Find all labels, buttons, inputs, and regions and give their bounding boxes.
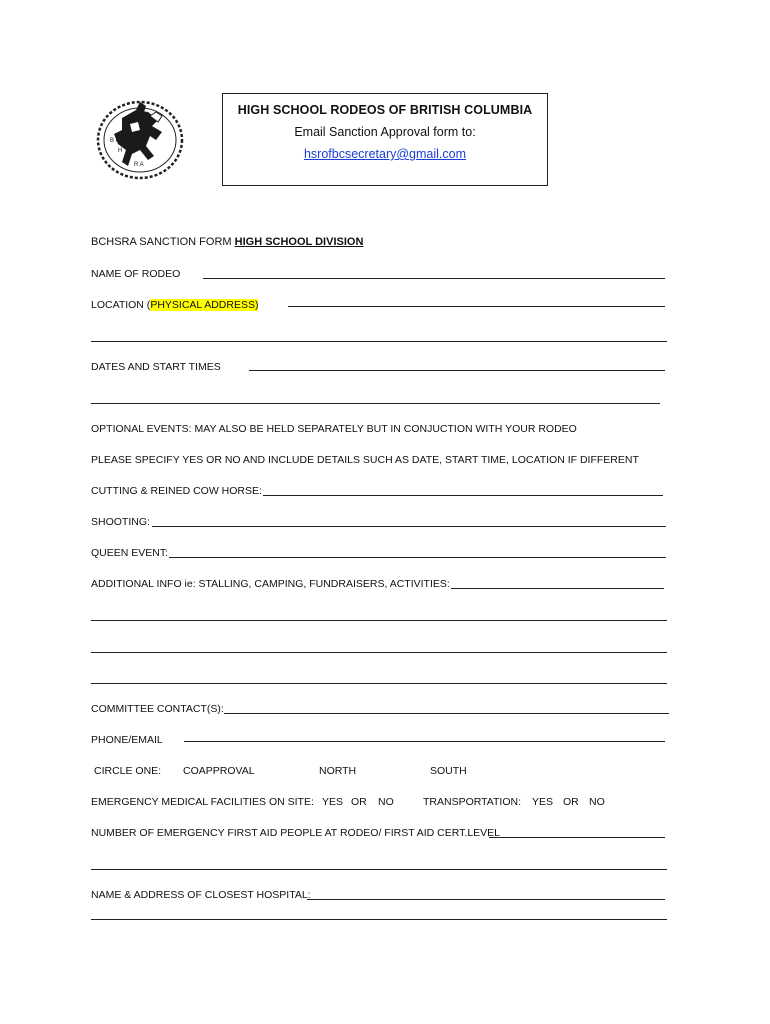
form-title-prefix: BCHSRA SANCTION FORM xyxy=(91,236,232,248)
phone-email-label: PHONE/EMAIL xyxy=(91,734,163,746)
secretary-email-link[interactable]: hsrofbcsecretary@gmail.com xyxy=(303,147,467,161)
emergency-medical-label: EMERGENCY MEDICAL FACILITIES ON SITE: xyxy=(91,796,314,808)
additional-info-input-2[interactable] xyxy=(91,614,671,625)
physical-address-highlight: PHYSICAL ADDRESS) xyxy=(150,299,259,311)
svg-text:B C: B C xyxy=(110,138,121,144)
svg-text:H: H xyxy=(118,148,123,154)
closest-hospital-continued-input[interactable] xyxy=(91,913,671,924)
email-instruction: Email Sanction Approval form to: xyxy=(294,125,476,139)
form-division: HIGH SCHOOL DIVISION xyxy=(234,236,364,248)
first-aid-continued-input[interactable] xyxy=(91,863,671,874)
shooting-field[interactable] xyxy=(152,515,666,527)
header-box xyxy=(222,93,548,186)
svg-text:S: S xyxy=(124,156,129,162)
additional-info-input[interactable] xyxy=(451,582,668,593)
dates-field[interactable] xyxy=(249,359,665,371)
dates-continued-input[interactable] xyxy=(91,397,664,408)
phone-email-field[interactable] xyxy=(184,730,665,742)
transportation-label: TRANSPORTATION: xyxy=(423,796,522,808)
emergency-no-option[interactable]: NO xyxy=(378,796,394,808)
location-field-continued[interactable] xyxy=(91,330,667,342)
location-input[interactable] xyxy=(288,300,669,311)
optional-events-note: OPTIONAL EVENTS: MAY ALSO BE HELD SEPARATELY BUT IN CONJUCTION WITH YOUR RODEO xyxy=(91,423,577,435)
closest-hospital-input[interactable] xyxy=(307,893,669,904)
optional-events-instructions: PLEASE SPECIFY YES OR NO AND INCLUDE DETAILS SUCH AS DATE, START TIME, LOCATION IF DIFFERENT xyxy=(91,454,639,466)
queen-event-label: QUEEN EVENT: xyxy=(91,547,169,559)
additional-info-line-4[interactable] xyxy=(91,672,667,684)
transportation-or-text: OR xyxy=(563,796,579,808)
cutting-field[interactable] xyxy=(263,484,663,496)
additional-info-label: ADDITIONAL INFO ie: STALLING, CAMPING, FUNDRAISERS, ACTIVITIES: xyxy=(91,578,450,590)
coapproval-option[interactable]: COAPPROVAL xyxy=(183,765,255,777)
queen-event-input[interactable] xyxy=(169,551,670,562)
additional-info-line-2[interactable] xyxy=(91,609,667,621)
additional-info-field[interactable] xyxy=(451,577,664,589)
closest-hospital-field[interactable] xyxy=(307,888,665,900)
organization-title: HIGH SCHOOL RODEOS OF BRITISH COLUMBIA xyxy=(237,103,533,117)
emergency-or-text: OR xyxy=(351,796,367,808)
name-of-rodeo-input[interactable] xyxy=(203,272,669,283)
north-option[interactable]: NORTH xyxy=(319,765,357,777)
circle-one-label: CIRCLE ONE: xyxy=(94,765,162,777)
shooting-label: SHOOTING: xyxy=(91,516,150,528)
name-of-rodeo-field[interactable] xyxy=(203,267,665,279)
location-label-prefix: LOCATION ( xyxy=(91,299,151,311)
queen-event-field[interactable] xyxy=(169,546,666,558)
location-field[interactable] xyxy=(288,295,665,307)
svg-text:R A: R A xyxy=(134,162,144,168)
closest-hospital-label: NAME & ADDRESS OF CLOSEST HOSPITAL: xyxy=(91,889,311,901)
south-option[interactable]: SOUTH xyxy=(430,765,467,777)
transportation-no-option[interactable]: NO xyxy=(589,796,605,808)
cutting-label: CUTTING & REINED COW HORSE: xyxy=(91,485,262,497)
dates-label: DATES AND START TIMES xyxy=(91,361,221,373)
first-aid-label: NUMBER OF EMERGENCY FIRST AID PEOPLE AT RODEO/ FIRST AID CERT.LEVEL xyxy=(91,827,501,839)
first-aid-field[interactable] xyxy=(489,826,665,838)
committee-contact-field[interactable] xyxy=(224,702,669,714)
closest-hospital-field-continued[interactable] xyxy=(91,908,667,920)
committee-contact-label: COMMITTEE CONTACT(S): xyxy=(91,703,224,715)
additional-info-input-4[interactable] xyxy=(91,677,671,688)
rodeo-rider-logo-icon xyxy=(92,96,188,184)
committee-contact-input[interactable] xyxy=(224,707,673,718)
dates-input[interactable] xyxy=(249,364,669,375)
cutting-input[interactable] xyxy=(263,489,667,500)
name-of-rodeo-label: NAME OF RODEO xyxy=(91,268,181,280)
first-aid-input[interactable] xyxy=(489,831,669,842)
transportation-yes-option[interactable]: YES xyxy=(532,796,554,808)
shooting-input[interactable] xyxy=(152,520,670,531)
form-title xyxy=(91,236,363,248)
emergency-yes-option[interactable]: YES xyxy=(322,796,344,808)
location-continued-input[interactable] xyxy=(91,335,671,346)
additional-info-input-3[interactable] xyxy=(91,646,671,657)
dates-field-continued[interactable] xyxy=(91,392,660,404)
first-aid-field-continued[interactable] xyxy=(91,858,667,870)
location-label xyxy=(91,299,258,311)
rodeo-logo xyxy=(92,96,188,184)
phone-email-input[interactable] xyxy=(184,735,669,746)
additional-info-line-3[interactable] xyxy=(91,641,667,653)
